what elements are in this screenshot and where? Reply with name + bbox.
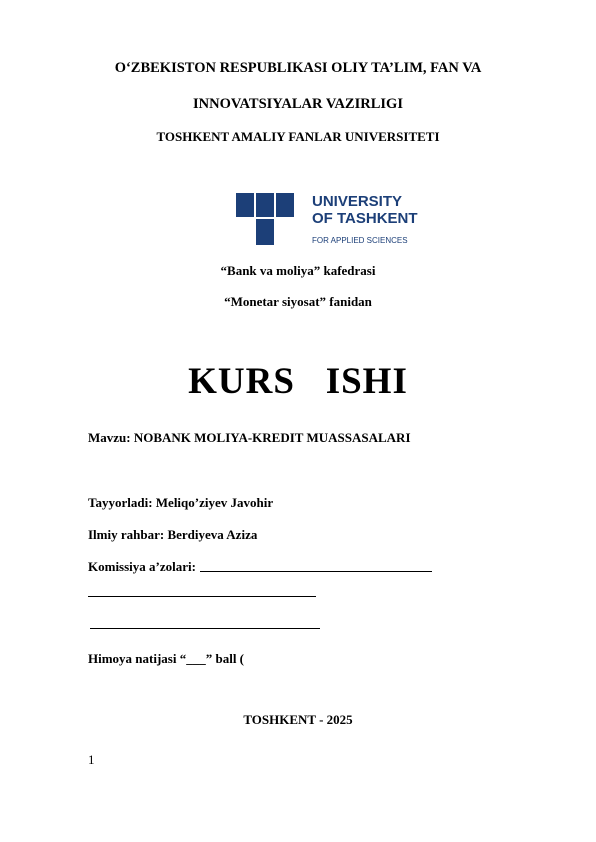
commission-line-1 <box>200 571 432 572</box>
city-year: TOSHKENT - 2025 <box>243 712 353 727</box>
subject: “Monetar siyosat” fanidan <box>224 294 372 309</box>
topic: Mavzu: NOBANK MOLIYA-KREDIT MUASSASALARI <box>88 430 411 445</box>
department: “Bank va moliya” kafedrasi <box>220 263 376 278</box>
logo-text-line1: UNIVERSITY <box>312 193 403 210</box>
logo-text-line2: OF TASHKENT <box>312 210 418 227</box>
defense-result: Himoya natijasi “___” ball ( <box>88 651 245 666</box>
page-number: 1 <box>88 752 95 767</box>
commission-label: Komissiya a’zolari: <box>88 559 196 574</box>
prepared-by: Tayyorladi: Meliqo’ziyev Javohir <box>88 495 274 510</box>
commission-line-3 <box>90 628 320 629</box>
document-title: KURS ISHI <box>188 361 408 402</box>
university-name: TOSHKENT AMALIY FANLAR UNIVERSITETI <box>156 129 440 144</box>
header-ministry-line2: INNOVATSIYALAR VAZIRLIGI <box>193 96 403 112</box>
commission-line-2 <box>88 596 316 597</box>
header-ministry-line1: O‘ZBEKISTON RESPUBLIKASI OLIY TA’LIM, FAN VA <box>114 60 482 76</box>
logo-text-line3: FOR APPLIED SCIENCES <box>312 236 408 245</box>
university-logo <box>236 193 416 249</box>
supervisor: Ilmiy rahbar: Berdiyeva Aziza <box>88 527 258 542</box>
